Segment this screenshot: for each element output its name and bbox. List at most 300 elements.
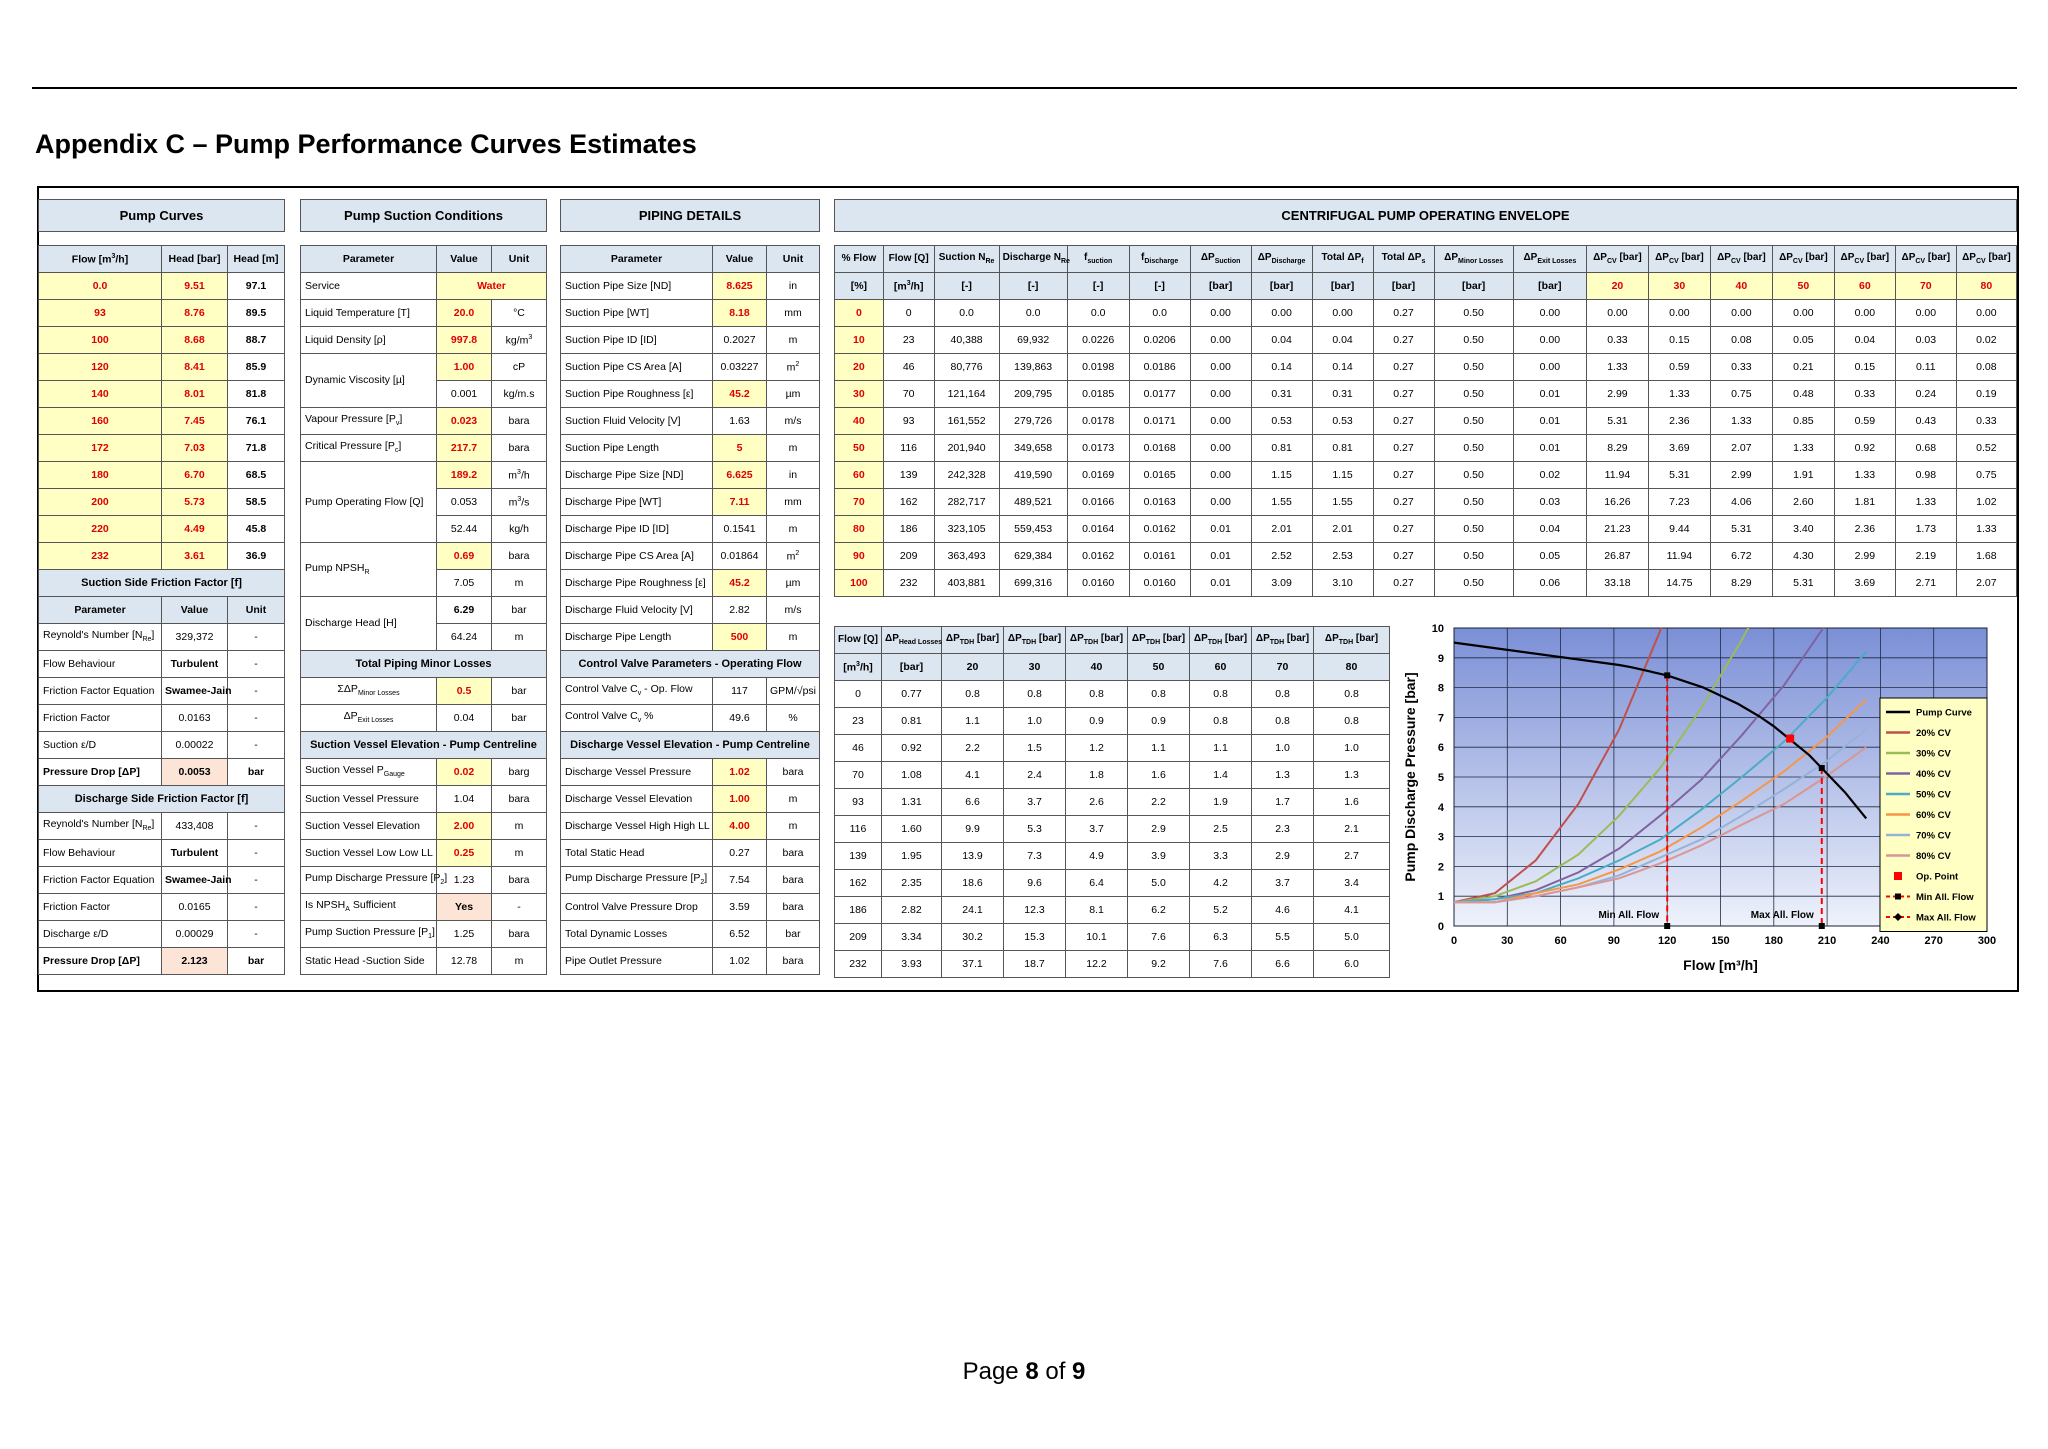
- min-flow-marker: [1664, 672, 1670, 678]
- column-header: Discharge $N_{Re}$: [999, 246, 1067, 273]
- cell: 6.2: [1128, 897, 1190, 924]
- table-row: [301, 840, 547, 867]
- section-title: Total Piping Minor Losses: [301, 651, 547, 678]
- unit: bara: [492, 408, 547, 435]
- cell: 0.15: [1648, 327, 1710, 354]
- column-unit: 70: [1895, 273, 1956, 300]
- x-tick-label: 120: [1658, 935, 1677, 947]
- cell: 140: [39, 381, 162, 408]
- cell: 0.33: [1586, 327, 1648, 354]
- row-label: Pump Operating Flow [Q]: [301, 462, 437, 543]
- table-row: [39, 624, 285, 651]
- value: 6.625: [713, 462, 767, 489]
- cell: 24.1: [942, 897, 1004, 924]
- cell: 363,493: [934, 543, 999, 570]
- cell: 0.14: [1312, 354, 1373, 381]
- row-label: Liquid Density [ρ]: [301, 327, 437, 354]
- cell: 8.1: [1066, 897, 1128, 924]
- value: 1.02: [713, 948, 767, 975]
- cell: 2.99: [1710, 462, 1772, 489]
- cell: 0.27: [1373, 435, 1434, 462]
- cell: 2.53: [1312, 543, 1373, 570]
- cell: 1.33: [1772, 435, 1834, 462]
- cell: 0.00: [1251, 300, 1312, 327]
- cell: 93: [835, 789, 882, 816]
- section-title: Suction Vessel Elevation - Pump Centreline: [301, 732, 547, 759]
- cell: 279,726: [999, 408, 1067, 435]
- value: Turbulent: [162, 651, 228, 678]
- cell: 0.0169: [1067, 462, 1129, 489]
- spacer: [561, 232, 820, 246]
- cell: 70: [883, 381, 934, 408]
- row-label: Discharge ε/D: [39, 921, 162, 948]
- cell: 0.50: [1434, 435, 1513, 462]
- cell: 15.3: [1004, 924, 1066, 951]
- table-row: [561, 732, 820, 759]
- max-flow-label: Max All. Flow: [1750, 910, 1814, 921]
- cell: 0.52: [1956, 435, 2016, 462]
- y-tick-label: 0: [1437, 921, 1444, 933]
- cell: 100: [39, 327, 162, 354]
- table-row: [835, 300, 2017, 327]
- table-row: [561, 624, 820, 651]
- cell: 2.9: [1252, 843, 1314, 870]
- x-tick-label: 60: [1554, 935, 1567, 947]
- cell: 3.09: [1251, 570, 1312, 597]
- table-row: [301, 678, 547, 705]
- cell: 0.0177: [1129, 381, 1190, 408]
- cell: 37.1: [942, 951, 1004, 978]
- value: 52.44: [437, 516, 492, 543]
- cell: 1.1: [942, 708, 1004, 735]
- cell: 0.03: [1513, 489, 1586, 516]
- unit: -: [228, 732, 285, 759]
- unit: -: [228, 894, 285, 921]
- cell: 6.3: [1190, 924, 1252, 951]
- cell: 100: [835, 570, 884, 597]
- page-rule: [32, 87, 2017, 89]
- cell: 162: [835, 870, 882, 897]
- column-unit: 40: [1710, 273, 1772, 300]
- legend-label: 60% CV: [1916, 810, 1951, 821]
- cell: 209: [883, 543, 934, 570]
- value: 0.023: [437, 408, 492, 435]
- cell: 0.00: [1190, 489, 1251, 516]
- value: 0.01864: [713, 543, 767, 570]
- cell: 0.8: [1190, 708, 1252, 735]
- cell: 2.99: [1586, 381, 1648, 408]
- cell: 3.9: [1128, 843, 1190, 870]
- unit: bara: [767, 894, 820, 921]
- value: 433,408: [162, 813, 228, 840]
- cell: 0.0160: [1129, 570, 1190, 597]
- section-title: Pump Suction Conditions: [301, 200, 547, 232]
- footer-page: 8: [1025, 1358, 1039, 1385]
- section-title: Discharge Side Friction Factor [f]: [39, 786, 285, 813]
- cell: 0.43: [1895, 408, 1956, 435]
- unit: -: [228, 705, 285, 732]
- value: 0.001: [437, 381, 492, 408]
- spacer: [835, 232, 2017, 246]
- value: 7.54: [713, 867, 767, 894]
- row-label: Dynamic Viscosity [µ]: [301, 354, 437, 408]
- table-row: [835, 681, 1390, 708]
- unit: mm: [767, 300, 820, 327]
- cell: 0.0165: [1129, 462, 1190, 489]
- table-row: [561, 894, 820, 921]
- cell: 0.08: [1710, 327, 1772, 354]
- table-row: [39, 570, 285, 597]
- row-label: Suction Pipe Length: [561, 435, 713, 462]
- cell: 2.7: [1314, 843, 1390, 870]
- column-unit: $[m^3/h]$: [835, 654, 882, 681]
- row-label: Suction Pipe ID [ID]: [561, 327, 713, 354]
- table-row: [561, 840, 820, 867]
- y-tick-label: 10: [1431, 623, 1444, 635]
- y-tick-label: 5: [1437, 772, 1444, 784]
- cell: 71.8: [228, 435, 285, 462]
- cell: 5.31: [1586, 408, 1648, 435]
- cell: 5.31: [1710, 516, 1772, 543]
- cell: 1.2: [1066, 735, 1128, 762]
- cell: 0.01: [1190, 543, 1251, 570]
- column-header: Total $\Delta P_s$: [1373, 246, 1434, 273]
- cell: 0.04: [1513, 516, 1586, 543]
- row-label: Control Valve Pressure Drop: [561, 894, 713, 921]
- unit: m/s: [767, 408, 820, 435]
- cell: 0.8: [1066, 681, 1128, 708]
- cell: 2.52: [1251, 543, 1312, 570]
- cell: 0.8: [1128, 681, 1190, 708]
- value: 0.25: [437, 840, 492, 867]
- cell: 2.36: [1648, 408, 1710, 435]
- table-row: [301, 232, 547, 246]
- cell: 1.33: [1834, 462, 1895, 489]
- cell: 0.06: [1513, 570, 1586, 597]
- column-unit: [-]: [934, 273, 999, 300]
- column-unit: [bar]: [1190, 273, 1251, 300]
- cell: 1.55: [1312, 489, 1373, 516]
- cell: 1.81: [1834, 489, 1895, 516]
- cell: 1.6: [1314, 789, 1390, 816]
- table-row: [835, 543, 2017, 570]
- column-header: $\Delta P_{TDH}$ [bar]: [1190, 627, 1252, 654]
- footer-mid: of: [1045, 1358, 1066, 1385]
- unit: bara: [767, 867, 820, 894]
- table-row: [835, 897, 1390, 924]
- column-unit: 50: [1128, 654, 1190, 681]
- table-row: [39, 759, 285, 786]
- unit: -: [228, 651, 285, 678]
- unit: in: [767, 273, 820, 300]
- table-row: [835, 654, 1390, 681]
- cell: 0.92: [882, 735, 942, 762]
- max-flow-marker: [1819, 765, 1825, 771]
- y-tick-label: 6: [1437, 742, 1444, 755]
- value: 20.0: [437, 300, 492, 327]
- row-label: Friction Factor: [39, 894, 162, 921]
- row-label: Discharge Pipe Length: [561, 624, 713, 651]
- cell: 0.92: [1834, 435, 1895, 462]
- table-row: [301, 300, 547, 327]
- cell: 3.3: [1190, 843, 1252, 870]
- row-label: $\Sigma\Delta P_{Minor Losses}$: [301, 678, 437, 705]
- cell: 0.27: [1373, 462, 1434, 489]
- cell: 0.59: [1834, 408, 1895, 435]
- unit: -: [228, 813, 285, 840]
- legend-label: 70% CV: [1916, 830, 1951, 842]
- table-row: [835, 381, 2017, 408]
- suction-conditions-block: [300, 199, 547, 975]
- unit: m: [492, 840, 547, 867]
- column-unit: 80: [1956, 273, 2016, 300]
- cell: 0.00: [1834, 300, 1895, 327]
- cell: 2.07: [1710, 435, 1772, 462]
- column-header: Unit: [228, 597, 285, 624]
- table-row: [561, 921, 820, 948]
- cell: 5.2: [1190, 897, 1252, 924]
- unit: bar: [767, 921, 820, 948]
- cell: 0.0178: [1067, 408, 1129, 435]
- value: 0.00022: [162, 732, 228, 759]
- cell: 139: [883, 462, 934, 489]
- table-row: [835, 924, 1390, 951]
- table-row: [835, 273, 2017, 300]
- cell: 2.2: [1128, 789, 1190, 816]
- cell: 0.0162: [1067, 543, 1129, 570]
- cell: 0.00: [1513, 300, 1586, 327]
- table-row: [561, 651, 820, 678]
- cell: 0.01: [1513, 408, 1586, 435]
- table-row: [561, 462, 820, 489]
- y-tick-label: 3: [1437, 831, 1444, 844]
- cell: 1.5: [1004, 735, 1066, 762]
- column-unit: 50: [1772, 273, 1834, 300]
- column-header: Value: [437, 246, 492, 273]
- cell: 36.9: [228, 543, 285, 570]
- cell: 0.00: [1190, 435, 1251, 462]
- cell: 0.00: [1710, 300, 1772, 327]
- value: 1.02: [713, 759, 767, 786]
- cell: 4.49: [162, 516, 228, 543]
- cell: 1.33: [1710, 408, 1772, 435]
- row-label: Suction Vessel Elevation: [301, 813, 437, 840]
- cell: 1.95: [882, 843, 942, 870]
- cell: 0.0173: [1067, 435, 1129, 462]
- row-label: Pump $NPSH_R$: [301, 543, 437, 597]
- unit: µm: [767, 381, 820, 408]
- unit: -: [492, 894, 547, 921]
- unit: bara: [492, 435, 547, 462]
- unit: µm: [767, 570, 820, 597]
- x-tick-label: 210: [1817, 935, 1837, 947]
- row-label: Pump Suction Pressure $[P_1]$: [301, 921, 437, 948]
- cell: 120: [39, 354, 162, 381]
- value: Turbulent: [162, 840, 228, 867]
- cell: 2.35: [882, 870, 942, 897]
- table-row: [561, 516, 820, 543]
- cell: 0.00: [1956, 300, 2016, 327]
- cell: 4.30: [1772, 543, 1834, 570]
- table-row: [835, 408, 2017, 435]
- value: 1.04: [437, 786, 492, 813]
- table-row: [835, 462, 2017, 489]
- value: 12.78: [437, 948, 492, 975]
- table-row: [301, 732, 547, 759]
- table-row: [835, 489, 2017, 516]
- cell: 232: [39, 543, 162, 570]
- section-title: Suction Side Friction Factor [f]: [39, 570, 285, 597]
- cell: 12.3: [1004, 897, 1066, 924]
- cell: 11.94: [1586, 462, 1648, 489]
- cell: 282,717: [934, 489, 999, 516]
- table-row: [561, 489, 820, 516]
- table-row: [561, 705, 820, 732]
- column-header: $\Delta P_{TDH}$ [bar]: [1252, 627, 1314, 654]
- cell: 0.68: [1895, 435, 1956, 462]
- column-header: $\Delta P_{TDH}$ [bar]: [1314, 627, 1390, 654]
- cell: 21.23: [1586, 516, 1648, 543]
- row-label: Total Static Head: [561, 840, 713, 867]
- unit: m: [767, 327, 820, 354]
- cell: 0.0161: [1129, 543, 1190, 570]
- cell: 9.51: [162, 273, 228, 300]
- legend-label: 20% CV: [1916, 728, 1951, 739]
- table-row: [39, 894, 285, 921]
- unit: °C: [492, 300, 547, 327]
- cell: 2.1: [1314, 816, 1390, 843]
- cell: 5.31: [1772, 570, 1834, 597]
- row-label: Pressure Drop [ΔP]: [39, 759, 162, 786]
- x-axis-title: Flow [m³/h]: [1683, 957, 1758, 973]
- legend-label: 30% CV: [1916, 748, 1951, 760]
- cell: 0.8: [1252, 708, 1314, 735]
- table-row: [301, 705, 547, 732]
- cell: 5.73: [162, 489, 228, 516]
- value: 0.27: [713, 840, 767, 867]
- cell: 0.8: [1190, 681, 1252, 708]
- cell: 4.6: [1252, 897, 1314, 924]
- value: 8.625: [713, 273, 767, 300]
- column-header: Total $\Delta P_f$: [1312, 246, 1373, 273]
- table-row: [561, 678, 820, 705]
- cell: 220: [39, 516, 162, 543]
- cell: 1.55: [1251, 489, 1312, 516]
- cell: 11.94: [1648, 543, 1710, 570]
- unit: m: [767, 813, 820, 840]
- cell: 172: [39, 435, 162, 462]
- cell: 50: [835, 435, 884, 462]
- column-header: Flow [Q]: [883, 246, 934, 273]
- cell: 162: [883, 489, 934, 516]
- cell: 180: [39, 462, 162, 489]
- cell: 2.07: [1956, 570, 2016, 597]
- column-header: $\Delta P_{TDH}$ [bar]: [942, 627, 1004, 654]
- table-row: [561, 543, 820, 570]
- unit: bar: [492, 597, 547, 624]
- cell: 80,776: [934, 354, 999, 381]
- unit: bar: [228, 759, 285, 786]
- value: 189.2: [437, 462, 492, 489]
- y-axis-title: Pump Discharge Pressure [bar]: [1402, 672, 1418, 882]
- row-label: $\Delta P_{Exit Losses}$: [301, 705, 437, 732]
- cell: 3.7: [1252, 870, 1314, 897]
- table-row: [39, 948, 285, 975]
- value: 1.63: [713, 408, 767, 435]
- cell: 1.33: [1956, 516, 2016, 543]
- unit: $m^2$: [767, 354, 820, 381]
- column-unit: [bar]: [1312, 273, 1373, 300]
- cell: 1.60: [882, 816, 942, 843]
- unit: kg/m.s: [492, 381, 547, 408]
- cell: 1.33: [1895, 489, 1956, 516]
- cell: 16.26: [1586, 489, 1648, 516]
- table-row: [39, 651, 285, 678]
- cell: 0.27: [1373, 381, 1434, 408]
- cell: 0.24: [1895, 381, 1956, 408]
- column-unit: [-]: [999, 273, 1067, 300]
- table-row: [835, 232, 2017, 246]
- cell: 1.3: [1252, 762, 1314, 789]
- value: 500: [713, 624, 767, 651]
- cell: 7.6: [1190, 951, 1252, 978]
- cell: 10: [835, 327, 884, 354]
- row-label: Is $NPSH_A$ Sufficient: [301, 894, 437, 921]
- cell: 4.1: [942, 762, 1004, 789]
- cell: 80: [835, 516, 884, 543]
- column-header: Value: [713, 246, 767, 273]
- table-row: [835, 951, 1390, 978]
- y-tick-label: 2: [1437, 861, 1444, 874]
- cell: 0.02: [1956, 327, 2016, 354]
- row-label: Control Valve $C_v$ %: [561, 705, 713, 732]
- cell: 3.93: [882, 951, 942, 978]
- value: 0.0163: [162, 705, 228, 732]
- cell: 70: [835, 489, 884, 516]
- y-tick-label: 8: [1437, 682, 1444, 695]
- table-row: [835, 708, 1390, 735]
- cell: 1.0: [1252, 735, 1314, 762]
- cell: 0.98: [1895, 462, 1956, 489]
- cell: 0.15: [1834, 354, 1895, 381]
- column-header: $\Delta P_{Head Losses}$: [882, 627, 942, 654]
- x-tick-label: 30: [1501, 935, 1514, 947]
- spacer: [301, 232, 547, 246]
- row-label: Discharge Vessel Elevation: [561, 786, 713, 813]
- row-label: Pump Discharge Pressure $[P_2]$: [561, 867, 713, 894]
- x-tick-label: 150: [1711, 935, 1730, 947]
- cell: 0.31: [1312, 381, 1373, 408]
- table-row: [301, 354, 547, 381]
- cell: 186: [835, 897, 882, 924]
- column-unit: $[m^3/h]$: [883, 273, 934, 300]
- tdh-table-block: [834, 626, 1390, 978]
- pump-curves-block: [38, 199, 285, 975]
- table-row: [835, 200, 2017, 232]
- cell: 0.59: [1648, 354, 1710, 381]
- cell: 0.01: [1190, 570, 1251, 597]
- row-label: Discharge Pipe [WT]: [561, 489, 713, 516]
- column-header: Head [m]: [228, 246, 285, 273]
- table-row: [39, 462, 285, 489]
- value: 1.00: [437, 354, 492, 381]
- cell: 4.2: [1190, 870, 1252, 897]
- row-label: Suction Vessel $P_{Gauge}$: [301, 759, 437, 786]
- unit: kg/h: [492, 516, 547, 543]
- min-flow-base-marker: [1664, 923, 1670, 929]
- table-row: [39, 381, 285, 408]
- column-header: $\Delta P_{CV}$ [bar]: [1648, 246, 1710, 273]
